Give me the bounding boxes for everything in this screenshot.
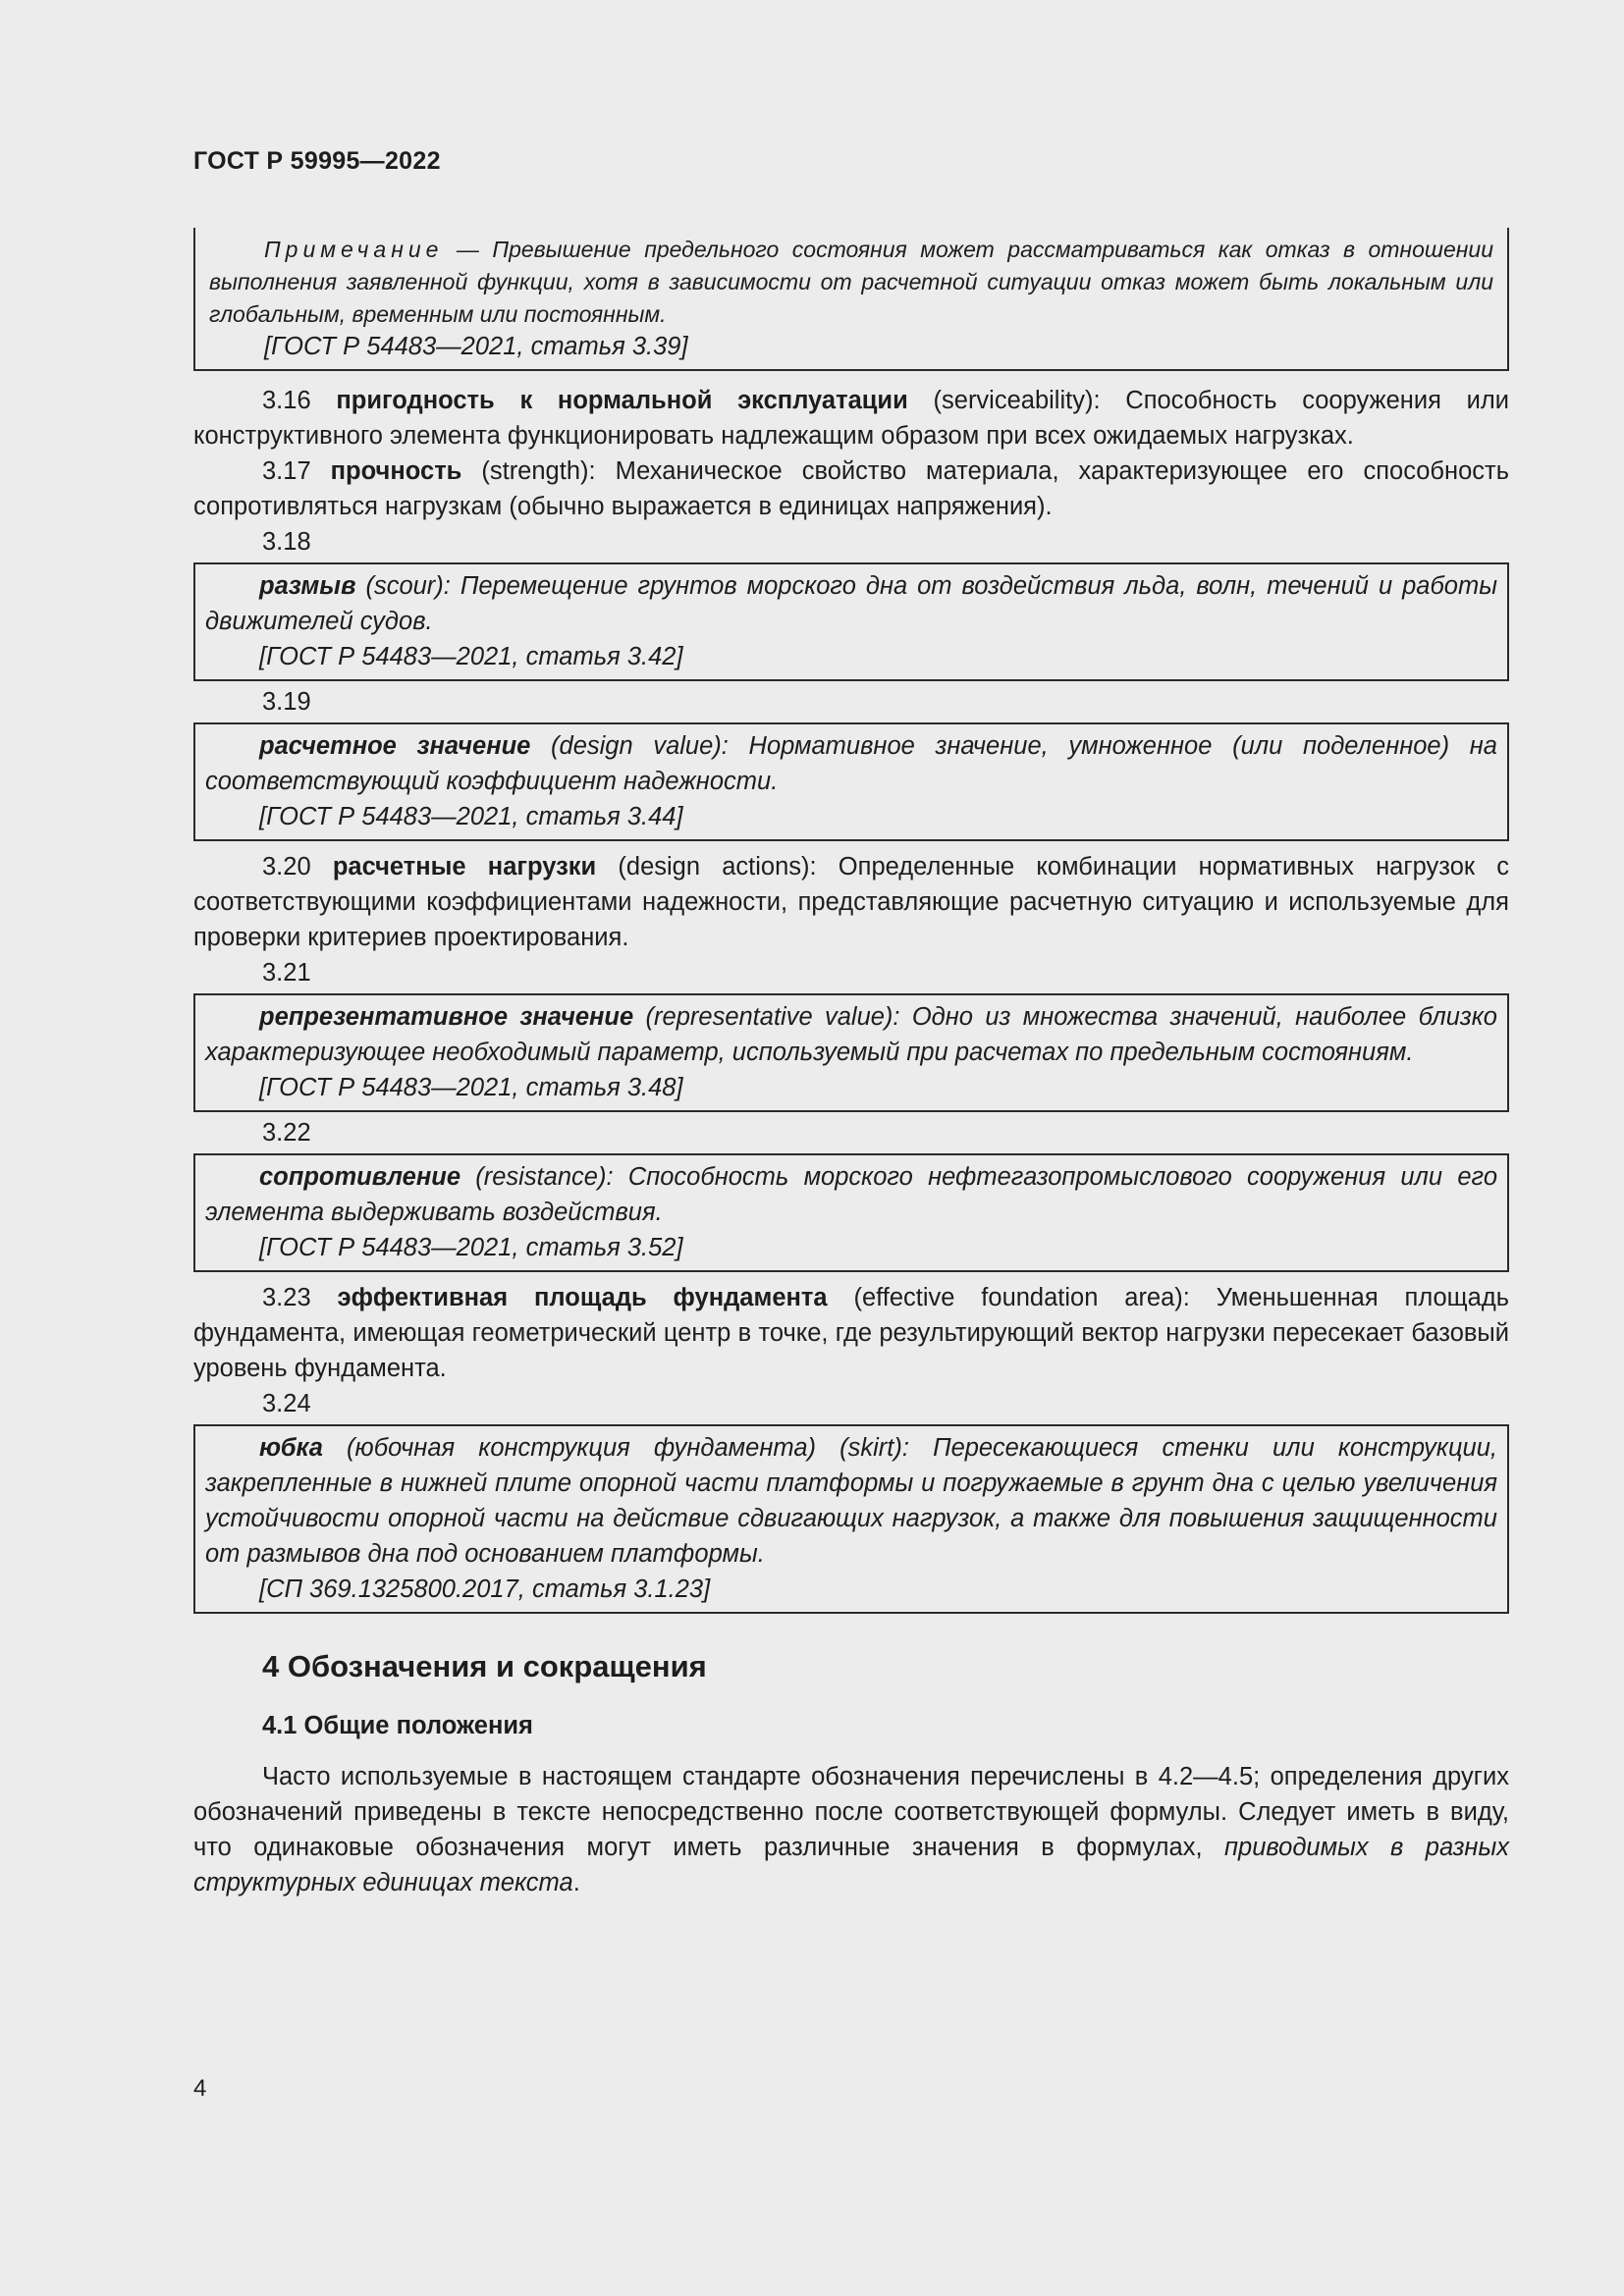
term-box-3-24 xyxy=(193,1424,1509,1614)
term-definition: (юбочная конструкция фундамента) (skirt): Пересекающиеся стенки или конструкции, закрепленные в нижней плите опорной части платформы и погружаемые в грунт дна с целью увеличения устойчивости опорной части на действие сдвигающих нагрузок, а также для повышения защищенности от размывов дна под основанием платформы. xyxy=(205,1434,1497,1568)
term-definition: (resistance): Способность морского нефтегазопромыслового сооружения или его элемента выдерживать воздействия. xyxy=(205,1163,1497,1226)
term-definition: (scour): Перемещение грунтов морского дна от воздействия льда, волн, течений и работы движителей судов. xyxy=(205,572,1497,635)
term-3-16 xyxy=(193,383,1509,454)
term-number: 3.16 xyxy=(262,387,337,414)
term-box-paragraph xyxy=(205,728,1497,799)
term-definition: (effective foundation area): Уменьшенная площадь фундамента, имеющая геометрический центр в точке, где результирующий вектор нагрузки пересекает базовый уровень фундамента. xyxy=(193,1284,1509,1382)
term-source: [ГОСТ Р 54483—2021, статья 3.52] xyxy=(259,1234,683,1261)
document-body xyxy=(193,228,1509,1900)
term-number-3-22: 3.22 xyxy=(262,1119,311,1147)
term-box-paragraph xyxy=(205,568,1497,639)
term-number-3-19: 3.19 xyxy=(262,688,311,716)
term-box-3-18 xyxy=(193,562,1509,681)
term-number: 3.17 xyxy=(262,457,331,485)
term-number: 3.23 xyxy=(262,1284,338,1311)
term-box-3-21 xyxy=(193,993,1509,1112)
term-number: 3.20 xyxy=(262,853,333,881)
term-box-3-19 xyxy=(193,722,1509,841)
document-header: ГОСТ Р 59995—2022 xyxy=(193,147,441,175)
term-box-3-22 xyxy=(193,1153,1509,1272)
paragraph-text: Часто используемые в настоящем стандарте обозначения перечислены в 4.2—4.5; определения других обозначений приведены в тексте непосредственно после соответствующей формулы. Следует иметь в виду, что одинаковые обозначения могут иметь различные значения в формулах, xyxy=(193,1763,1509,1861)
note-paragraph xyxy=(209,234,1493,331)
term-definition: (serviceability): Способность сооружения или конструктивного элемента функционировать надлежащим образом при всех ожидаемых нагрузках. xyxy=(193,387,1510,450)
term-name: юбка xyxy=(259,1434,323,1462)
term-name: репрезентативное значение xyxy=(259,1003,634,1031)
term-3-23 xyxy=(193,1280,1509,1386)
term-box-paragraph xyxy=(205,1159,1497,1230)
paragraph-end: . xyxy=(572,1869,580,1896)
term-source: [ГОСТ Р 54483—2021, статья 3.42] xyxy=(259,643,683,670)
term-definition: (design actions): Определенные комбинации нормативных нагрузок с соответствующими коэффициентами надежности, представляющие расчетную ситуацию и используемые для проверки критериев проектирования. xyxy=(193,853,1509,951)
note-text: — Превышение предельного состояния может рассматриваться как отказ в отношении выполнения заявленной функции, хотя в зависимости от расчетной ситуации отказ может быть локальным или глобальным, временным или постоянным. xyxy=(209,237,1493,327)
term-name: размыв xyxy=(259,572,356,600)
page-number: 4 xyxy=(193,2075,207,2102)
term-definition: (design value): Нормативное значение, умноженное (или поделенное) на соответствующий коэффициент надежности. xyxy=(205,732,1497,795)
term-name: прочность xyxy=(330,457,462,485)
term-name: сопротивление xyxy=(259,1163,461,1191)
term-definition: (representative value): Одно из множества значений, наиболее близко характеризующее необходимый параметр, используемый при расчетах по предельным состояниям. xyxy=(205,1003,1497,1066)
subsection-heading: 4.1 Общие положения xyxy=(262,1712,533,1739)
paragraph-italic-text: приводимых в разных структурных единицах текста xyxy=(193,1834,1509,1896)
note-source: [ГОСТ Р 54483—2021, статья 3.39] xyxy=(264,333,688,360)
section-paragraph xyxy=(193,1759,1509,1900)
term-source: [ГОСТ Р 54483—2021, статья 3.44] xyxy=(259,803,683,830)
term-definition: (strength): Механическое свойство материала, характеризующее его способность сопротивляться нагрузкам (обычно выражается в единицах напряжения). xyxy=(193,457,1509,520)
term-name: расчетное значение xyxy=(259,732,531,760)
term-box-paragraph xyxy=(205,1430,1497,1572)
term-number-3-18: 3.18 xyxy=(262,528,311,556)
section-heading: 4 Обозначения и сокращения xyxy=(262,1649,707,1683)
term-source: [СП 369.1325800.2017, статья 3.1.23] xyxy=(259,1575,711,1603)
term-name: расчетные нагрузки xyxy=(332,853,597,881)
term-3-17 xyxy=(193,454,1509,524)
term-3-20 xyxy=(193,849,1509,955)
note-label: Примечание xyxy=(264,237,444,262)
note-box xyxy=(193,228,1509,371)
term-name: эффективная площадь фундамента xyxy=(337,1284,828,1311)
term-box-paragraph xyxy=(205,999,1497,1070)
term-number-3-24: 3.24 xyxy=(262,1390,311,1417)
term-name: пригодность к нормальной эксплуатации xyxy=(336,387,908,414)
term-source: [ГОСТ Р 54483—2021, статья 3.48] xyxy=(259,1074,683,1101)
term-number-3-21: 3.21 xyxy=(262,959,311,987)
